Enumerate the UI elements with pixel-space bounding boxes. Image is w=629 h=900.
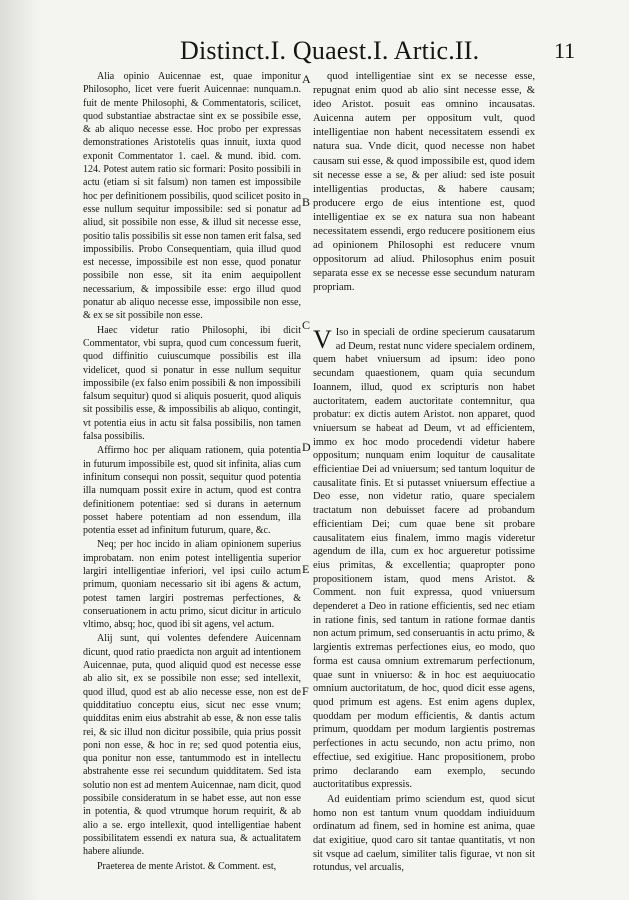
- paragraph: Alia opinio Auicennae est, quae imponitur Philosopho, licet vere fuerit Auicennae: nunquam.n. fuit de mente Philosophi, & Commentatoris, scilicet, quod substantiae abstractae sint ex se possibile esse, & ab aliquo necesse esse. Hoc probo per expressas demonstrationes Aristotelis quas innuit, iuxta quod exponit Commentator 1. cael. & mund. ibid. com. 124. Potest autem ratio sic formari: Posito possibili in actu (etiam si sit falsum) non tamen est impossibile hoc per definitionem possibilis, quod scilicet posito in esse nullum sequitur impossibile: sed si ponatur ad aliud, sit possibile non esse, & illud sit necesse esse, positio talis possibilis sit esse non tamen erit falsa, sed impossibilis. Probo Consequentiam, quia illud quod est necesse, impossibile est non esse, quod ponatur possibile non esse, sit ita enim aequipollent necessarium, & impossibile esse: ergo illud quod ponatur ab aliquo necesse esse, impossibile non esse, & ex se sit possibile non esse.: [83, 71, 301, 322]
- margin-letter-d: D: [302, 440, 311, 454]
- margin-letter-b: B: [302, 195, 311, 209]
- page-edge-shadow: [0, 0, 40, 900]
- margin-letter-a: A: [302, 72, 311, 86]
- paragraph: quod intelligentiae sint ex se necesse esse, repugnat enim quod ab alio sint necesse esse, & ideo Aristot. posuit eas omnino incausatas. Auicenna autem per oppositum vult, quod intelligentiae non habent necessitatem essendi ex natura sua. Vnde dicit, quod necesse non habet causam sui esse, & quod impossibile est, quod idem sit necesse esse a se, & per aliud: sed iste posuit intelligentias productas, & habere causam; producere ergo de eius intentione est, quod intelligentiae ex se ex natura sua non habeant necessitatem essendi, ergo reducere positionem eius ad opinionem Philosophi est reducere vnum oppositorum ad aliud. Philosophus enim posuit separata esse ex se necesse esse secundum naturam propriam.: [313, 71, 535, 294]
- margin-letter-c: C: [302, 318, 311, 332]
- page-title: Distinct.I. Quaest.I. Artic.II.: [180, 36, 480, 65]
- paragraph: Neq; per hoc incido in aliam opinionem superius improbatam. non enim potest intelligentia superior largiri intelligentiae inferiori, vel ipsi cuilo actum primum, quoniam necessario sit ibi agens & actum, potest tamen largiri postremas perfectiones, & conseruationem in actu primo, sicut dicitur in articulo vltimo, absq; hoc, quod ibi sit agens, vel actum.: [83, 539, 301, 631]
- right-column-top: [313, 70, 535, 296]
- margin-letter-e: E: [302, 562, 310, 576]
- paragraph: Alij sunt, qui volentes defendere Auicennam dicunt, quod ratio praedicta non arguit ad intentionem Auicennae, puta, quod aliquid quod est necesse esse ab alio sit, ex se possibile non esse; sed intellexit, quod illud, quod est ab alio necesse esse, non est de quidditatiuo conceptu eius, sicut nec esse vnum; quidditas enim eius abstrahit ab esse, & non esse talis rei, & sic illud non dicitur possibile, quia prius possit poni non esse, & hoc in re; sed quod potentia eius, qua ponitur non esse, tantummodo est in intellectu abstrahente esse rei secundum quidditatem. Sed ista solutio non est ad mentem Auicennae, nam dicit, quod possibile consideratum in se habet esse, aut non esse in potentia, & quod vtrumque horum requirit, & ab alio a se. ergo intellexit, quod intelligentiae habent possibilitatem essendi ex natura sua, & actualitatem habere aliunde.: [83, 633, 301, 858]
- paragraph: Praeterea de mente Aristot. & Comment. est,: [97, 860, 277, 872]
- paragraph: Haec videtur ratio Philosophi, ibi dicit Commentator, vbi supra, quod cum concessum fuerit, quod diffinitio cuiuscumque possibilis est illa videlicet, quod si ponatur in esse nullum sequitur impossibile (ex falso enim possibili & non impossibili falsum sequitur) quod si aliquis posuerit, quod aliquis sit possibilis esse, & impossibilis ab aliquo, contingit, vt potentia eius in actu sit falsa possibilis, non tamen falsa possibilis.: [83, 324, 301, 443]
- paragraph: [313, 326, 535, 792]
- left-column: [83, 70, 301, 873]
- paragraph-text: Iso in speciali de ordine specierum causatarum ad Deum, restat nunc videre specialem ordinem, quem habet vniuersum ad ipsum: ideo pono secundam quaestionem, quam quia secundum Ioannem, illud, quod ex scripturis non habet auctoritatem, eadem auctoritate contemnitur, qua probatur: ex dictis autem Aristot. non apparet, quod vniuersum se habeat ad Deum, vt ad efficientem, immo ex hoc modo procedendi videtur habere oppositum; nunquam enim loquitur de causalitate efficientiae Dei ad vniuersum; sed tantum loquitur de causalitate finis. Et si putasset vniuersum effectiue a Deo esse, non videtur ratio, quare specialem tractatum non debuisset facere ad probandum efficientiam Dei; cum quae bene sit probare causalitatem eius finalem, immo magis videretur agendum de illa, cum ex hoc argueretur potissime eius primitas, & excellentia; quapropter pono propositionem istam, quod mens Aristot. & Comment. non fuit expressa, quod vniuersum dependeret a Deo in ratione efficientis, sed nec etiam in ratione finis, sed tantum in ratione formae dantis non actum primum, sed conseruantis in actu primo, & largientis extremas perfectiones eius, eo modo, quo forma est causa omnium extremarum perfectionum, quae sunt in vniuerso: & in hoc est aequiuocatio omnium auctoritatum, de hoc, quod dicit esse agens, quod primum est agens. Est enim agens duplex, quoddam per modum efficientis, & dantis actum primum, quoddam per modum largientis postremas perfectiones in actu secundo, non actu primo, non effectiue, sed exigitiue. Hanc propositionem, probo primo declarando eam exemplo, secundo auctoritatibus expressis.: [313, 327, 535, 791]
- paragraph: Affirmo hoc per aliquam rationem, quia potentia in futurum impossibile est, quod sit infinita, alias cum infinitum consequi non possit, sequitur quod potentia illa numquam possit exire in actum, quod est contra definitionem potentiae: sed si durans in aeternum posset habere potentiam ad non essendum, illa potentia esset ad infinitum futurum, quare, &c.: [83, 445, 301, 537]
- paragraph: Ad euidentiam primo sciendum est, quod sicut homo non est tantum vnum quoddam indiuiduum ordinatum ad finem, sed in homine est anima, quae dat exigitiue, quod caro sit tantae quantitatis, vt non sit vsque ad caelum, similiter talis figurae, vt non sit rotundus, vel arcualis,: [313, 793, 535, 874]
- page-number: 11: [554, 38, 576, 63]
- margin-letter-f: F: [302, 684, 309, 698]
- right-column-bottom: [313, 326, 535, 875]
- drop-cap: V: [313, 325, 332, 354]
